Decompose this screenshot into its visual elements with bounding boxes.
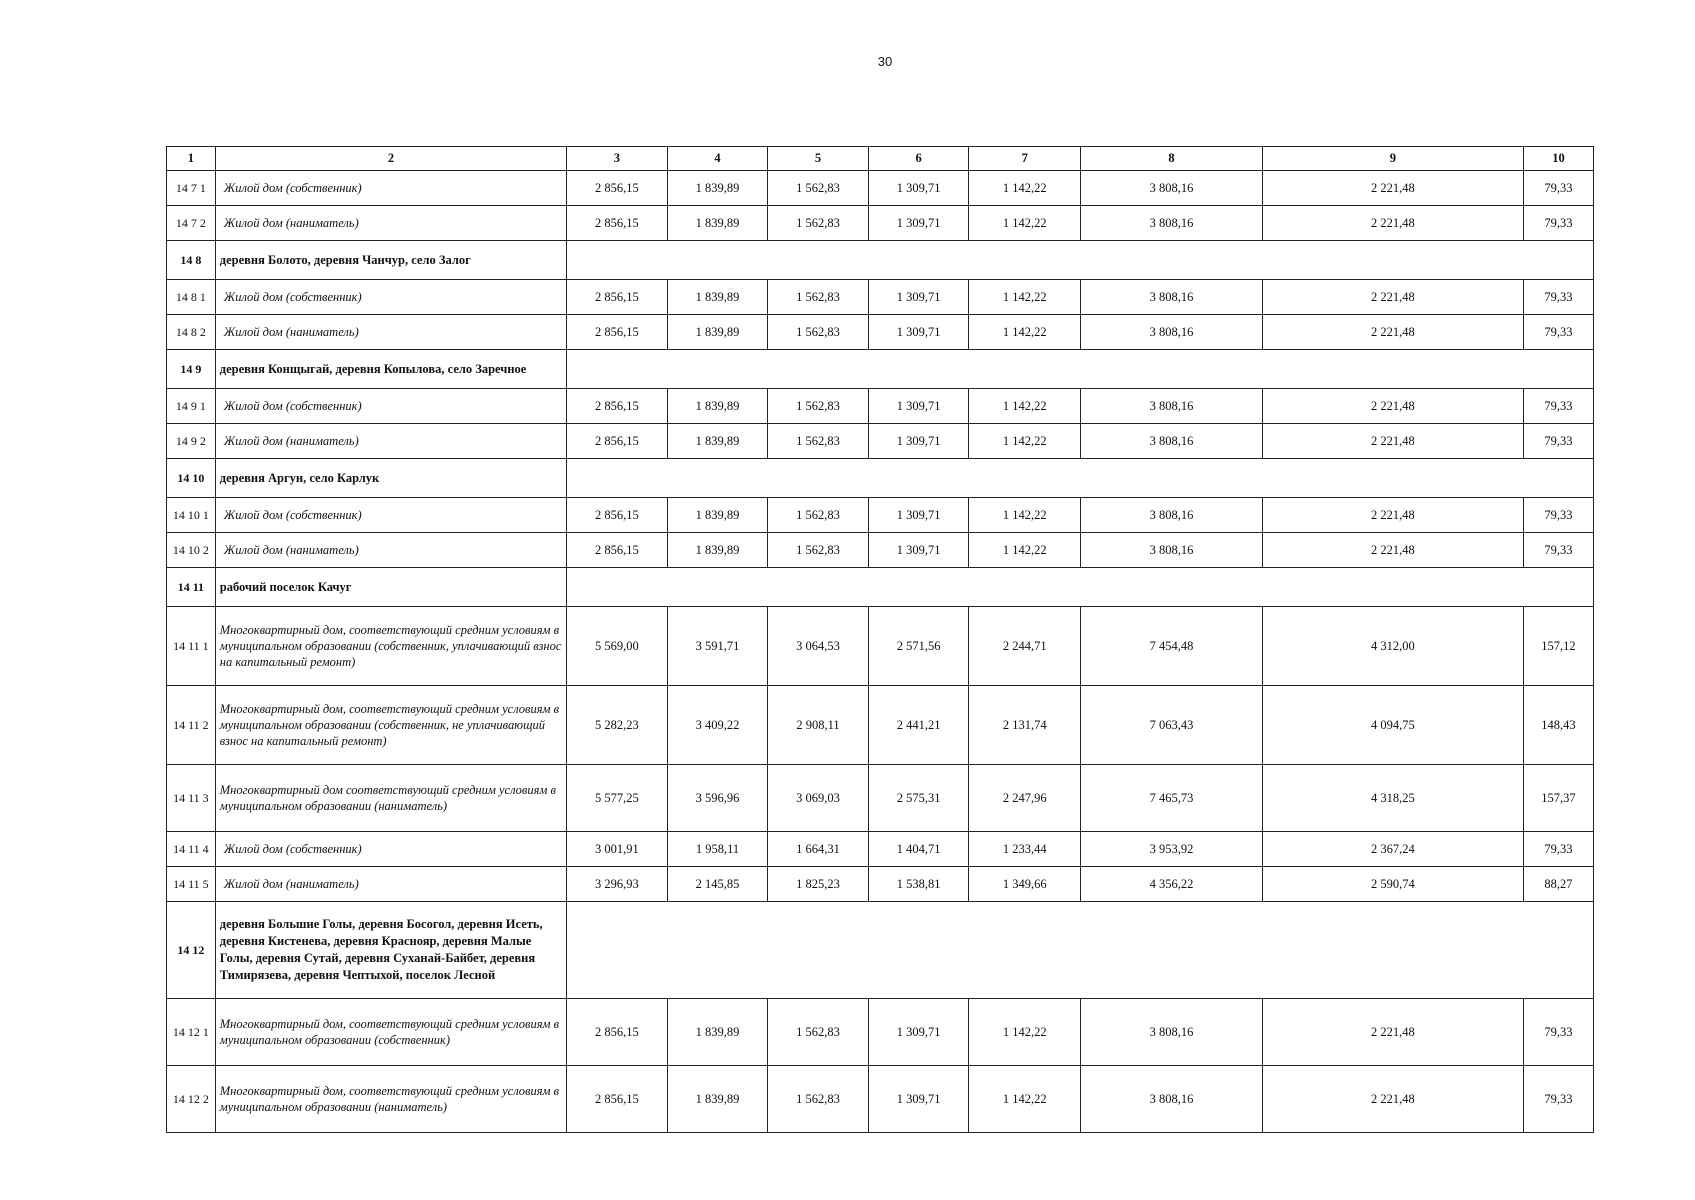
value-cell: 2 575,31 [868, 765, 969, 832]
value-cell: 1 839,89 [667, 498, 768, 533]
value-cell: 3 808,16 [1081, 498, 1263, 533]
value-cell: 3 596,96 [667, 765, 768, 832]
section-row [167, 350, 1594, 389]
value-cell: 1 664,31 [768, 832, 869, 867]
row-code: 14 11 2 [167, 686, 216, 765]
section-row [167, 241, 1594, 280]
value-cell: 7 465,73 [1081, 765, 1263, 832]
tariff-table [166, 146, 1594, 1133]
value-cell: 2 856,15 [567, 171, 668, 206]
value-cell: 1 839,89 [667, 1066, 768, 1133]
value-cell: 2 221,48 [1262, 424, 1523, 459]
value-cell: 148,43 [1523, 686, 1593, 765]
column-header: 6 [868, 147, 969, 171]
value-cell: 3 808,16 [1081, 206, 1263, 241]
row-name: Многоквартирный дом, соответствующий средним условиям в муниципальном образовании (наниматель) [215, 1066, 566, 1133]
section-code: 14 9 [167, 350, 216, 389]
value-cell: 2 441,21 [868, 686, 969, 765]
row-name: Жилой дом (наниматель) [215, 315, 566, 350]
row-code: 14 11 5 [167, 867, 216, 902]
value-cell: 2 571,56 [868, 607, 969, 686]
value-cell: 3 001,91 [567, 832, 668, 867]
value-cell: 1 349,66 [969, 867, 1081, 902]
value-cell: 2 221,48 [1262, 315, 1523, 350]
value-cell: 1 562,83 [768, 424, 869, 459]
row-name: Жилой дом (собственник) [215, 389, 566, 424]
value-cell: 1 839,89 [667, 389, 768, 424]
value-cell: 3 808,16 [1081, 424, 1263, 459]
value-cell: 3 808,16 [1081, 533, 1263, 568]
table-row [167, 498, 1594, 533]
section-filler [567, 568, 1594, 607]
table-row [167, 686, 1594, 765]
section-title: рабочий поселок Качуг [215, 568, 566, 607]
value-cell: 1 142,22 [969, 171, 1081, 206]
value-cell: 1 142,22 [969, 206, 1081, 241]
section-row [167, 568, 1594, 607]
value-cell: 2 221,48 [1262, 280, 1523, 315]
value-cell: 2 221,48 [1262, 533, 1523, 568]
value-cell: 3 808,16 [1081, 315, 1263, 350]
row-code: 14 7 1 [167, 171, 216, 206]
value-cell: 2 856,15 [567, 389, 668, 424]
value-cell: 3 591,71 [667, 607, 768, 686]
section-code: 14 11 [167, 568, 216, 607]
row-name: Многоквартирный дом соответствующий средним условиям в муниципальном образовании (наниматель) [215, 765, 566, 832]
row-code: 14 8 2 [167, 315, 216, 350]
value-cell: 2 908,11 [768, 686, 869, 765]
value-cell: 88,27 [1523, 867, 1593, 902]
value-cell: 2 856,15 [567, 999, 668, 1066]
section-code: 14 12 [167, 902, 216, 999]
value-cell: 1 958,11 [667, 832, 768, 867]
value-cell: 2 856,15 [567, 533, 668, 568]
page-number: 30 [877, 54, 893, 69]
row-name: Многоквартирный дом, соответствующий средним условиям в муниципальном образовании (собственник, не уплачивающий взнос на капитальный ремонт) [215, 686, 566, 765]
value-cell: 1 142,22 [969, 424, 1081, 459]
value-cell: 1 562,83 [768, 1066, 869, 1133]
value-cell: 1 562,83 [768, 315, 869, 350]
value-cell: 2 247,96 [969, 765, 1081, 832]
value-cell: 1 825,23 [768, 867, 869, 902]
value-cell: 3 296,93 [567, 867, 668, 902]
value-cell: 1 142,22 [969, 999, 1081, 1066]
section-row [167, 902, 1594, 999]
section-title: деревня Конщыгай, деревня Копылова, село Заречное [215, 350, 566, 389]
value-cell: 1 309,71 [868, 171, 969, 206]
value-cell: 79,33 [1523, 280, 1593, 315]
value-cell: 1 142,22 [969, 533, 1081, 568]
value-cell: 2 221,48 [1262, 1066, 1523, 1133]
row-code: 14 11 3 [167, 765, 216, 832]
section-title: деревня Болото, деревня Чанчур, село Залог [215, 241, 566, 280]
column-header: 4 [667, 147, 768, 171]
value-cell: 2 856,15 [567, 424, 668, 459]
row-name: Жилой дом (наниматель) [215, 533, 566, 568]
value-cell: 3 808,16 [1081, 1066, 1263, 1133]
value-cell: 3 064,53 [768, 607, 869, 686]
value-cell: 5 577,25 [567, 765, 668, 832]
section-code: 14 10 [167, 459, 216, 498]
value-cell: 79,33 [1523, 315, 1593, 350]
value-cell: 1 309,71 [868, 533, 969, 568]
value-cell: 1 309,71 [868, 280, 969, 315]
row-code: 14 9 2 [167, 424, 216, 459]
section-title: деревня Аргун, село Карлук [215, 459, 566, 498]
table-row [167, 280, 1594, 315]
value-cell: 1 839,89 [667, 315, 768, 350]
value-cell: 2 221,48 [1262, 389, 1523, 424]
column-number-row [167, 147, 1594, 171]
value-cell: 2 221,48 [1262, 999, 1523, 1066]
value-cell: 1 309,71 [868, 206, 969, 241]
value-cell: 1 562,83 [768, 999, 869, 1066]
value-cell: 5 282,23 [567, 686, 668, 765]
table-row [167, 607, 1594, 686]
table-body [167, 171, 1594, 1133]
table-row [167, 832, 1594, 867]
value-cell: 1 233,44 [969, 832, 1081, 867]
value-cell: 4 356,22 [1081, 867, 1263, 902]
row-code: 14 11 1 [167, 607, 216, 686]
value-cell: 1 142,22 [969, 1066, 1081, 1133]
row-code: 14 12 1 [167, 999, 216, 1066]
value-cell: 1 538,81 [868, 867, 969, 902]
value-cell: 79,33 [1523, 1066, 1593, 1133]
row-code: 14 8 1 [167, 280, 216, 315]
value-cell: 79,33 [1523, 498, 1593, 533]
value-cell: 1 562,83 [768, 206, 869, 241]
value-cell: 3 409,22 [667, 686, 768, 765]
table-row [167, 765, 1594, 832]
value-cell: 1 309,71 [868, 1066, 969, 1133]
value-cell: 2 590,74 [1262, 867, 1523, 902]
value-cell: 2 145,85 [667, 867, 768, 902]
value-cell: 79,33 [1523, 533, 1593, 568]
section-filler [567, 350, 1594, 389]
value-cell: 3 808,16 [1081, 171, 1263, 206]
column-header: 8 [1081, 147, 1263, 171]
value-cell: 2 367,24 [1262, 832, 1523, 867]
value-cell: 1 309,71 [868, 999, 969, 1066]
column-header: 10 [1523, 147, 1593, 171]
value-cell: 1 309,71 [868, 389, 969, 424]
section-row [167, 459, 1594, 498]
column-header: 3 [567, 147, 668, 171]
section-filler [567, 241, 1594, 280]
column-header: 9 [1262, 147, 1523, 171]
row-code: 14 10 1 [167, 498, 216, 533]
value-cell: 79,33 [1523, 832, 1593, 867]
value-cell: 1 142,22 [969, 280, 1081, 315]
value-cell: 1 839,89 [667, 999, 768, 1066]
table-row [167, 867, 1594, 902]
value-cell: 79,33 [1523, 999, 1593, 1066]
value-cell: 1 839,89 [667, 424, 768, 459]
table-row [167, 389, 1594, 424]
value-cell: 2 221,48 [1262, 206, 1523, 241]
row-name: Жилой дом (собственник) [215, 171, 566, 206]
value-cell: 2 131,74 [969, 686, 1081, 765]
row-name: Жилой дом (собственник) [215, 498, 566, 533]
row-name: Жилой дом (наниматель) [215, 424, 566, 459]
row-code: 14 11 4 [167, 832, 216, 867]
table-row [167, 1066, 1594, 1133]
value-cell: 1 839,89 [667, 206, 768, 241]
row-code: 14 10 2 [167, 533, 216, 568]
row-name: Многоквартирный дом, соответствующий средним условиям в муниципальном образовании (собственник) [215, 999, 566, 1066]
row-name: Жилой дом (собственник) [215, 832, 566, 867]
value-cell: 1 309,71 [868, 498, 969, 533]
value-cell: 3 953,92 [1081, 832, 1263, 867]
value-cell: 79,33 [1523, 424, 1593, 459]
value-cell: 2 856,15 [567, 498, 668, 533]
value-cell: 1 142,22 [969, 315, 1081, 350]
value-cell: 1 562,83 [768, 280, 869, 315]
value-cell: 3 808,16 [1081, 280, 1263, 315]
value-cell: 1 142,22 [969, 498, 1081, 533]
value-cell: 1 839,89 [667, 171, 768, 206]
value-cell: 2 221,48 [1262, 171, 1523, 206]
value-cell: 2 856,15 [567, 315, 668, 350]
row-code: 14 12 2 [167, 1066, 216, 1133]
section-code: 14 8 [167, 241, 216, 280]
section-filler [567, 902, 1594, 999]
column-header: 1 [167, 147, 216, 171]
row-code: 14 9 1 [167, 389, 216, 424]
value-cell: 79,33 [1523, 206, 1593, 241]
value-cell: 157,37 [1523, 765, 1593, 832]
value-cell: 4 318,25 [1262, 765, 1523, 832]
value-cell: 1 562,83 [768, 171, 869, 206]
value-cell: 1 839,89 [667, 280, 768, 315]
section-filler [567, 459, 1594, 498]
table-row [167, 999, 1594, 1066]
value-cell: 1 309,71 [868, 424, 969, 459]
value-cell: 1 309,71 [868, 315, 969, 350]
row-name: Жилой дом (наниматель) [215, 867, 566, 902]
row-name: Жилой дом (наниматель) [215, 206, 566, 241]
value-cell: 7 063,43 [1081, 686, 1263, 765]
row-name: Многоквартирный дом, соответствующий средним условиям в муниципальном образовании (собственник, уплачивающий взнос на капитальный ремонт) [215, 607, 566, 686]
value-cell: 157,12 [1523, 607, 1593, 686]
table-row [167, 424, 1594, 459]
row-name: Жилой дом (собственник) [215, 280, 566, 315]
value-cell: 7 454,48 [1081, 607, 1263, 686]
value-cell: 1 839,89 [667, 533, 768, 568]
column-header: 5 [768, 147, 869, 171]
value-cell: 1 562,83 [768, 498, 869, 533]
value-cell: 2 856,15 [567, 1066, 668, 1133]
value-cell: 1 562,83 [768, 533, 869, 568]
value-cell: 5 569,00 [567, 607, 668, 686]
value-cell: 1 562,83 [768, 389, 869, 424]
value-cell: 2 221,48 [1262, 498, 1523, 533]
column-header: 2 [215, 147, 566, 171]
value-cell: 79,33 [1523, 171, 1593, 206]
table-row [167, 315, 1594, 350]
value-cell: 1 404,71 [868, 832, 969, 867]
value-cell: 2 856,15 [567, 280, 668, 315]
table-row [167, 533, 1594, 568]
section-title: деревня Большие Голы, деревня Босогол, деревня Исеть, деревня Кистенева, деревня Краснояр, деревня Малые Голы, деревня Сутай, деревня Суханай-Байбет, деревня Тимирязева, деревня Чептыхой, поселок Лесной [215, 902, 566, 999]
value-cell: 2 856,15 [567, 206, 668, 241]
table-row [167, 171, 1594, 206]
table-row [167, 206, 1594, 241]
value-cell: 1 142,22 [969, 389, 1081, 424]
value-cell: 4 312,00 [1262, 607, 1523, 686]
row-code: 14 7 2 [167, 206, 216, 241]
value-cell: 4 094,75 [1262, 686, 1523, 765]
value-cell: 79,33 [1523, 389, 1593, 424]
value-cell: 3 808,16 [1081, 389, 1263, 424]
value-cell: 2 244,71 [969, 607, 1081, 686]
value-cell: 3 808,16 [1081, 999, 1263, 1066]
value-cell: 3 069,03 [768, 765, 869, 832]
column-header: 7 [969, 147, 1081, 171]
